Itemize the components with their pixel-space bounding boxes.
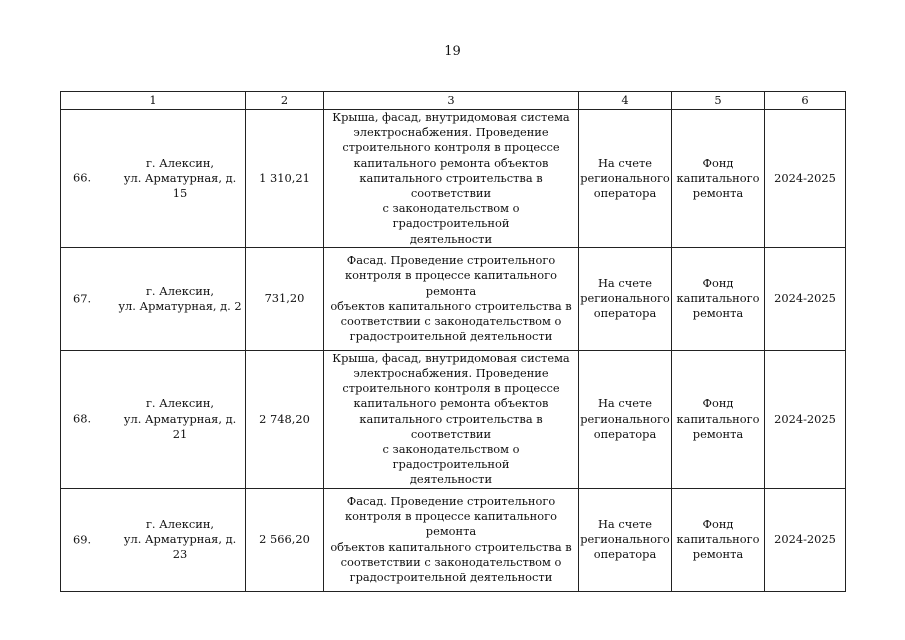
fund-line: ремонта [692,547,744,562]
period-cell: 2024-2025 [765,110,846,248]
cost-cell: 2 748,20 [246,350,324,488]
fund-line: Фонд [702,516,734,531]
address-cell [61,350,246,488]
cost-cell: 731,20 [246,247,324,350]
work-line: капитального строительства в соответствии [359,411,543,441]
period-cell: 2024-2025 [765,350,846,488]
account-line: оператора [593,426,657,441]
account-cell [579,350,672,488]
account-line: На счете [597,155,653,170]
fund-line: Фонд [702,155,734,170]
work-line: объектов капитального строительства в [330,539,572,554]
work-description-cell [324,350,579,488]
address-cell [61,247,246,350]
work-line: Фасад. Проведение строительного [346,494,556,509]
work-line: электроснабжения. Проведение [353,366,549,381]
work-line: Фасад. Проведение строительного [346,253,556,268]
work-line: Крыша, фасад, внутридомовая система [332,110,570,124]
account-line: оператора [593,547,657,562]
work-line: контроля в процессе капитального ремонта [345,509,557,539]
account-line: оператора [593,306,657,321]
header-col-3: 3 [324,92,579,110]
fund-cell [672,247,765,350]
work-line: деятельности [409,231,493,246]
header-row [61,92,846,110]
work-line: Крыша, фасад, внутридомовая система [332,350,570,365]
fund-cell [672,488,765,591]
fund-line: ремонта [692,306,744,321]
work-line: строительного контроля в процессе [342,381,560,396]
account-line: На счете [597,516,653,531]
work-line: строительного контроля в процессе [342,140,560,155]
address-cell [61,110,246,248]
fund-line: капитального [676,532,760,547]
table-row [61,110,846,248]
repair-program-table [60,91,846,592]
cost-cell: 2 566,20 [246,488,324,591]
address-city: г. Алексин, [145,516,215,531]
work-line: с законодательством о градостроительной [382,442,520,472]
address-street: ул. Арматурная, д. 21 [123,411,237,441]
work-line: капитального ремонта объектов [353,155,549,170]
fund-cell [672,110,765,248]
work-line: контроля в процессе капитального ремонта [345,268,557,298]
work-description-cell [324,247,579,350]
header-col-4: 4 [579,92,672,110]
header-col-2: 2 [246,92,324,110]
work-line: соответствии с законодательством о [340,554,562,569]
table-row [61,488,846,591]
row-number: 67. [73,291,92,306]
work-line: объектов капитального строительства в [330,298,572,313]
work-line: электроснабжения. Проведение [353,125,549,140]
fund-line: капитального [676,411,760,426]
fund-line: ремонта [692,426,744,441]
fund-line: Фонд [702,276,734,291]
fund-line: капитального [676,170,760,185]
cost-cell: 1 310,21 [246,110,324,248]
address-city: г. Алексин, [145,155,215,170]
address-city: г. Алексин, [145,396,215,411]
account-cell [579,488,672,591]
account-line: регионального [580,291,670,306]
row-number: 66. [73,170,92,185]
address-cell [61,488,246,591]
account-line: На счете [597,276,653,291]
header-col-5: 5 [672,92,765,110]
work-line: с законодательством о градостроительной [382,201,520,231]
work-line: соответствии с законодательством о [340,314,562,329]
work-line: капитального ремонта объектов [353,396,549,411]
table-row [61,350,846,488]
account-line: регионального [580,532,670,547]
account-line: оператора [593,186,657,201]
work-description-cell [324,488,579,591]
address-street: ул. Арматурная, д. 2 [118,298,242,313]
row-number: 69. [73,532,92,547]
account-line: регионального [580,170,670,185]
row-number: 68. [73,411,92,426]
header-col-6: 6 [765,92,846,110]
address-street: ул. Арматурная, д. 23 [123,532,237,562]
work-description-cell [324,110,579,248]
account-cell [579,247,672,350]
work-line: градостроительной деятельности [349,570,553,585]
address-city: г. Алексин, [145,283,215,298]
table-row [61,247,846,350]
fund-line: капитального [676,291,760,306]
page-number: 19 [444,44,461,59]
period-cell: 2024-2025 [765,488,846,591]
work-line: деятельности [409,472,493,487]
header-col-1: 1 [61,92,246,110]
address-street: ул. Арматурная, д. 15 [123,170,237,201]
period-cell: 2024-2025 [765,247,846,350]
work-line: градостроительной деятельности [349,329,553,344]
fund-line: Фонд [702,396,734,411]
fund-line: ремонта [692,186,744,201]
account-line: регионального [580,411,670,426]
account-line: На счете [597,396,653,411]
fund-cell [672,350,765,488]
work-line: капитального строительства в соответствии [359,170,543,201]
account-cell [579,110,672,248]
